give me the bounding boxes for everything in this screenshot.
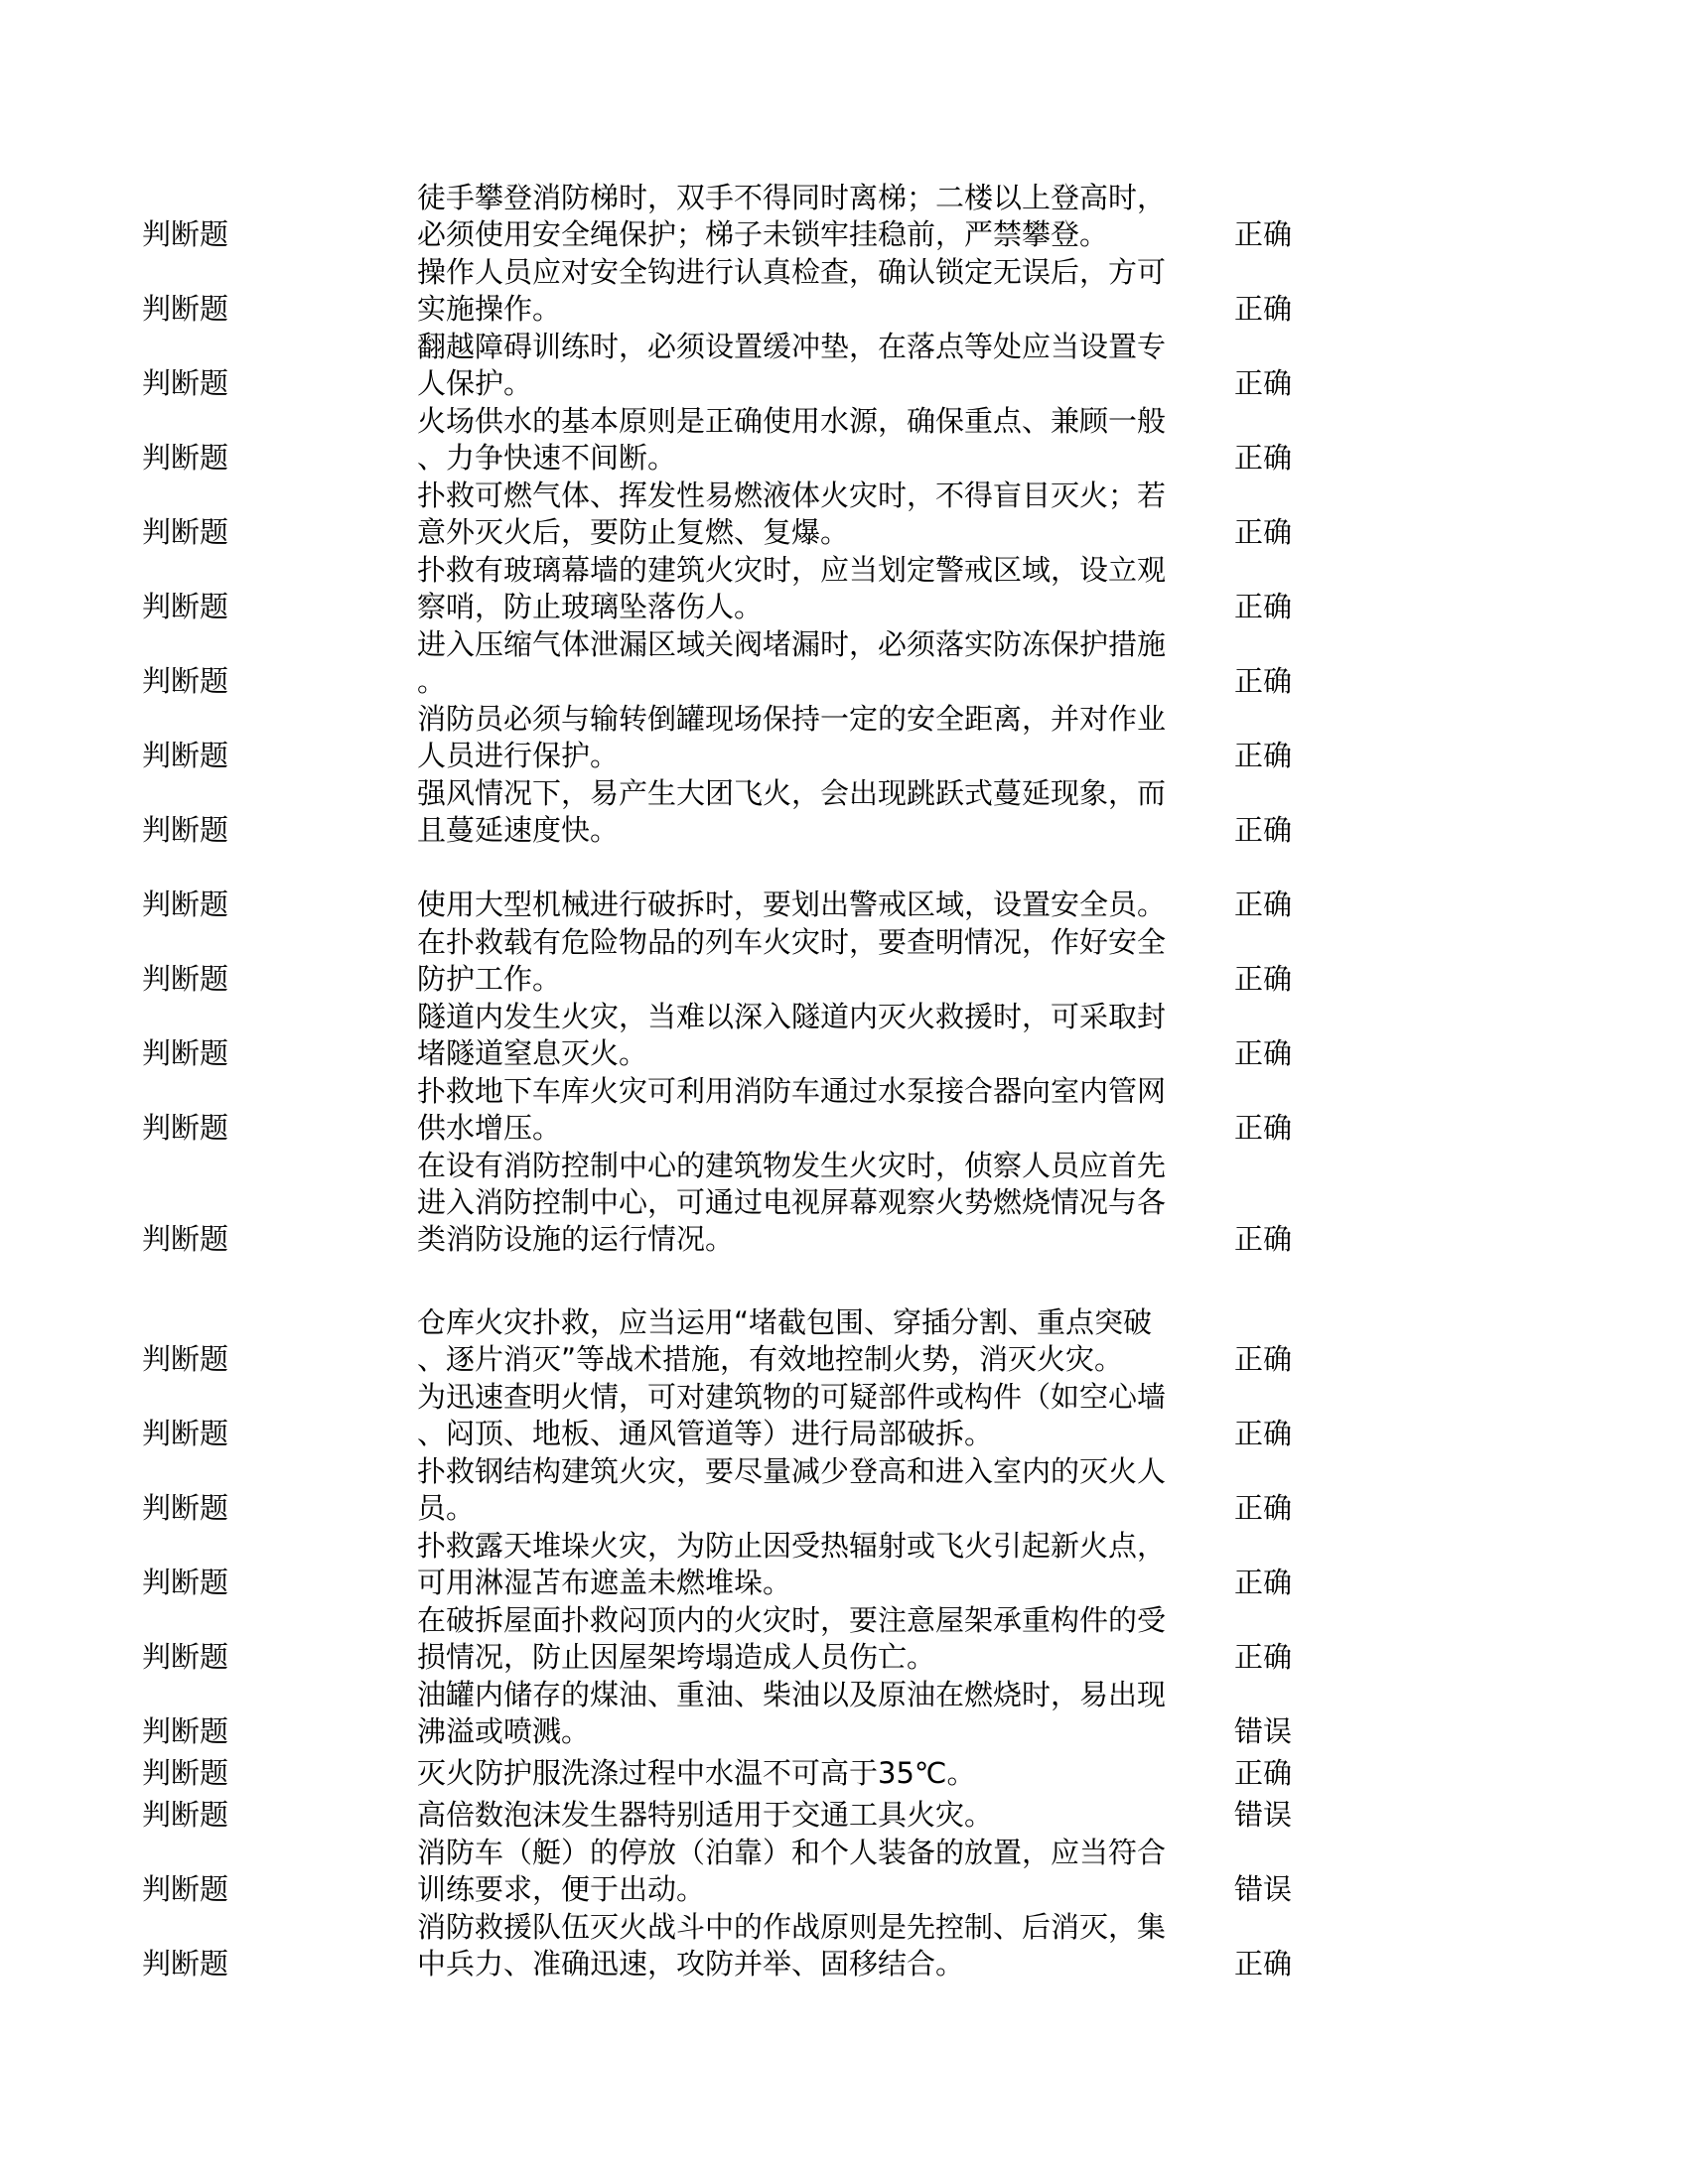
question-text — [417, 552, 1211, 625]
question-text — [417, 1677, 1211, 1750]
table-row — [0, 1792, 1688, 1834]
question-type: 判断题 — [142, 1714, 229, 1748]
question-line: 堵隧道窒息灭火。 — [417, 1036, 648, 1070]
table-row — [0, 625, 1688, 700]
question-type: 判断题 — [142, 1036, 229, 1070]
table-row — [0, 1676, 1688, 1750]
question-type: 判断题 — [142, 887, 229, 921]
question-line: 察哨，防止玻璃坠落伤人。 — [417, 590, 764, 623]
question-type: 判断题 — [142, 1798, 229, 1832]
question-line: 消防车（艇）的停放（泊靠）和个人装备的放置，应当符合 — [417, 1836, 1167, 1869]
question-line: 扑救地下车库火灾可利用消防车通过水泵接合器向室内管网 — [417, 1074, 1167, 1108]
question-line: 中兵力、准确迅速，攻防并举、固移结合。 — [417, 1947, 965, 1980]
answer-cell: 正确 — [1234, 813, 1293, 847]
question-text — [417, 1797, 1211, 1834]
question-type: 判断题 — [142, 1947, 229, 1980]
question-type: 判断题 — [142, 292, 229, 326]
question-line: 可用淋湿苫布遮盖未燃堆垛。 — [417, 1566, 792, 1599]
question-line: 使用大型机械进行破拆时，要划出警戒区域，设置安全员。 — [417, 887, 1167, 921]
question-line: 消防救援队伍灭火战斗中的作战原则是先控制、后消灭，集 — [417, 1910, 1167, 1944]
table-row — [0, 923, 1688, 998]
question-line: 。 — [417, 664, 447, 698]
question-line: 、力争快速不间断。 — [417, 441, 677, 475]
question-text — [417, 1073, 1211, 1147]
table-row — [0, 253, 1688, 328]
answer-cell: 错误 — [1234, 1798, 1293, 1832]
question-line: 强风情况下，易产生大团飞火，会出现跳跃式蔓延现象，而 — [417, 776, 1167, 810]
table-row — [0, 1378, 1688, 1452]
question-type: 判断题 — [142, 1342, 229, 1376]
question-line: 在破拆屋面扑救闷顶内的火灾时，要注意屋架承重构件的受 — [417, 1603, 1167, 1637]
answer-cell: 正确 — [1234, 664, 1293, 698]
table-row — [0, 1601, 1688, 1676]
table-row — [0, 1452, 1688, 1527]
answer-cell: 错误 — [1234, 1872, 1293, 1906]
question-line: 员。 — [417, 1491, 476, 1525]
table-row — [0, 1834, 1688, 1908]
question-type: 判断题 — [142, 962, 229, 996]
table-row — [0, 998, 1688, 1072]
question-type: 判断题 — [142, 1491, 229, 1525]
answer-cell: 正确 — [1234, 1947, 1293, 1980]
table-row — [0, 849, 1688, 923]
question-line: 扑救露天堆垛火灾，为防止因受热辐射或飞火引起新火点， — [417, 1529, 1167, 1563]
question-line: 人保护。 — [417, 366, 533, 400]
table-row — [0, 328, 1688, 402]
question-line: 在扑救载有危险物品的列车火灾时，要查明情况，作好安全 — [417, 925, 1167, 959]
question-text — [417, 887, 1211, 923]
question-line: 油罐内储存的煤油、重油、柴油以及原油在燃烧时，易出现 — [417, 1678, 1167, 1711]
question-type: 判断题 — [142, 1566, 229, 1599]
question-line: 防护工作。 — [417, 962, 562, 996]
question-text — [417, 1148, 1211, 1258]
answer-cell: 正确 — [1234, 1640, 1293, 1674]
question-text — [417, 626, 1211, 700]
question-line: 火场供水的基本原则是正确使用水源，确保重点、兼顾一般 — [417, 404, 1167, 438]
answer-cell: 正确 — [1234, 292, 1293, 326]
question-type: 判断题 — [142, 1872, 229, 1906]
question-text — [417, 1304, 1211, 1378]
question-line: 扑救有玻璃幕墙的建筑火灾时，应当划定警戒区域，设立观 — [417, 553, 1167, 587]
question-type: 判断题 — [142, 1417, 229, 1450]
answer-cell: 正确 — [1234, 1417, 1293, 1450]
question-line: 、闷顶、地板、通风管道等）进行局部破拆。 — [417, 1417, 994, 1450]
answer-cell: 正确 — [1234, 590, 1293, 623]
question-text — [417, 999, 1211, 1072]
question-line: 、逐片消灭”等战术措施，有效地控制火势，消灭火灾。 — [417, 1342, 1124, 1376]
answer-cell: 正确 — [1234, 1111, 1293, 1145]
question-type: 判断题 — [142, 1756, 229, 1790]
table-row — [0, 477, 1688, 551]
question-text — [417, 1453, 1211, 1527]
question-text — [417, 1528, 1211, 1601]
answer-cell: 正确 — [1234, 887, 1293, 921]
question-type: 判断题 — [142, 1640, 229, 1674]
answer-cell: 正确 — [1234, 1342, 1293, 1376]
answer-cell: 正确 — [1234, 217, 1293, 251]
answer-cell: 正确 — [1234, 1491, 1293, 1525]
table-row — [0, 1908, 1688, 1982]
question-line: 隧道内发生火灾，当难以深入隧道内灭火救援时，可采取封 — [417, 1000, 1167, 1033]
question-line: 训练要求，便于出动。 — [417, 1872, 706, 1906]
question-line: 人员进行保护。 — [417, 739, 620, 772]
answer-cell: 正确 — [1234, 441, 1293, 475]
question-type: 判断题 — [142, 515, 229, 549]
question-line: 高倍数泡沫发生器特别适用于交通工具火灾。 — [417, 1798, 994, 1832]
question-text — [417, 775, 1211, 849]
question-line: 进入消防控制中心，可通过电视屏幕观察火势燃烧情况与各 — [417, 1185, 1167, 1219]
question-type: 判断题 — [142, 366, 229, 400]
question-line: 徒手攀登消防梯时，双手不得同时离梯；二楼以上登高时， — [417, 181, 1167, 214]
question-text — [417, 1755, 1211, 1792]
question-type: 判断题 — [142, 441, 229, 475]
answer-cell: 正确 — [1234, 1566, 1293, 1599]
answer-cell: 正确 — [1234, 739, 1293, 772]
answer-cell: 正确 — [1234, 1222, 1293, 1256]
answer-cell: 正确 — [1234, 962, 1293, 996]
question-line: 消防员必须与输转倒罐现场保持一定的安全距离，并对作业 — [417, 702, 1167, 736]
question-type: 判断题 — [142, 739, 229, 772]
question-text — [417, 254, 1211, 328]
table-row — [0, 1750, 1688, 1792]
question-line: 进入压缩气体泄漏区域关阀堵漏时，必须落实防冻保护措施 — [417, 627, 1167, 661]
answer-cell: 正确 — [1234, 1756, 1293, 1790]
answer-cell: 正确 — [1234, 366, 1293, 400]
question-text — [417, 1379, 1211, 1452]
question-line: 供水增压。 — [417, 1111, 562, 1145]
question-text — [417, 924, 1211, 998]
table-row — [0, 774, 1688, 849]
question-type: 判断题 — [142, 813, 229, 847]
question-line: 沸溢或喷溅。 — [417, 1714, 591, 1748]
question-line: 为迅速查明火情，可对建筑物的可疑部件或构件（如空心墙 — [417, 1380, 1167, 1414]
question-text — [417, 403, 1211, 477]
question-text — [417, 1602, 1211, 1676]
question-type: 判断题 — [142, 590, 229, 623]
question-line: 灭火防护服洗涤过程中水温不可高于35℃。 — [417, 1756, 976, 1790]
question-line: 类消防设施的运行情况。 — [417, 1222, 735, 1256]
question-type: 判断题 — [142, 664, 229, 698]
question-line: 损情况，防止因屋架垮塌造成人员伤亡。 — [417, 1640, 936, 1674]
question-line: 意外灭火后，要防止复燃、复爆。 — [417, 515, 850, 549]
question-line: 必须使用安全绳保护；梯子未锁牢挂稳前，严禁攀登。 — [417, 217, 1109, 251]
answer-cell: 正确 — [1234, 515, 1293, 549]
table-row — [0, 1258, 1688, 1378]
table-row — [0, 551, 1688, 625]
question-line: 扑救钢结构建筑火灾，要尽量减少登高和进入室内的灭火人 — [417, 1454, 1167, 1488]
answer-cell: 错误 — [1234, 1714, 1293, 1748]
question-text — [417, 701, 1211, 774]
question-text — [417, 180, 1211, 253]
question-type: 判断题 — [142, 217, 229, 251]
table-row — [0, 1527, 1688, 1601]
question-text — [417, 478, 1211, 551]
table-row — [0, 700, 1688, 774]
question-type: 判断题 — [142, 1111, 229, 1145]
question-type: 判断题 — [142, 1222, 229, 1256]
table-row — [0, 402, 1688, 477]
question-line: 在设有消防控制中心的建筑物发生火灾时，侦察人员应首先 — [417, 1149, 1167, 1182]
question-line: 且蔓延速度快。 — [417, 813, 620, 847]
question-line: 仓库火灾扑救，应当运用“堵截包围、穿插分割、重点突破 — [417, 1305, 1153, 1339]
question-text — [417, 1909, 1211, 1982]
question-text — [417, 329, 1211, 402]
question-line: 操作人员应对安全钩进行认真检查，确认锁定无误后，方可 — [417, 255, 1167, 289]
answer-cell: 正确 — [1234, 1036, 1293, 1070]
question-line: 翻越障碍训练时，必须设置缓冲垫，在落点等处应当设置专 — [417, 330, 1167, 363]
table-row — [0, 1147, 1688, 1258]
table-row — [0, 179, 1688, 253]
question-line: 实施操作。 — [417, 292, 562, 326]
question-text — [417, 1835, 1211, 1908]
table-row — [0, 1072, 1688, 1147]
question-line: 扑救可燃气体、挥发性易燃液体火灾时，不得盲目灭火；若 — [417, 478, 1167, 512]
